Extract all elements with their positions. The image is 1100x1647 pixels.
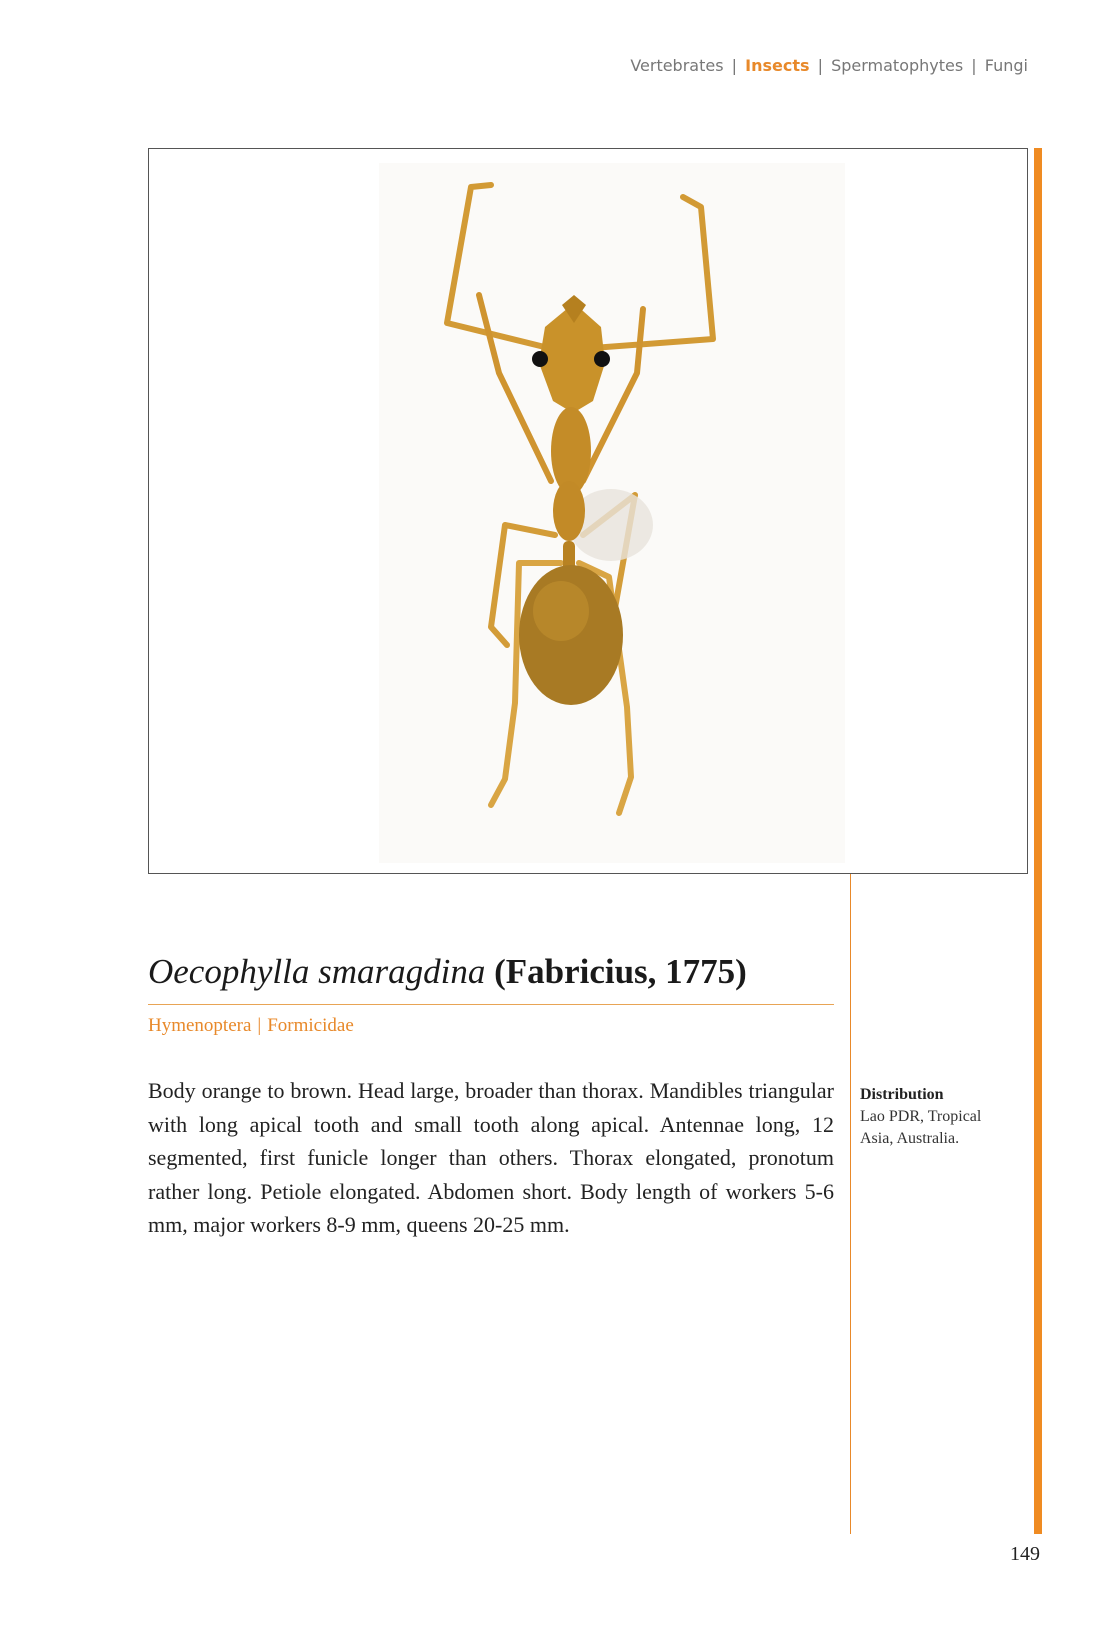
nav-separator: |: [817, 56, 823, 75]
taxonomy-line: [148, 1015, 354, 1037]
ant-eye-left: [532, 351, 548, 367]
distribution-heading: Distribution: [860, 1086, 944, 1103]
taxon-family: Formicidae: [267, 1015, 354, 1036]
ant-eye-right: [594, 351, 610, 367]
accent-side-bar: [1034, 148, 1042, 1534]
nav-item-fungi: Fungi: [984, 56, 1028, 75]
page-number: 149: [1010, 1543, 1040, 1565]
nav-item-insects: Insects: [745, 56, 810, 75]
nav-item-spermatophytes: Spermatophytes: [831, 56, 964, 75]
title-underline: [148, 1004, 834, 1005]
nav-separator: |: [731, 56, 738, 75]
nav-item-vertebrates: Vertebrates: [630, 56, 724, 75]
column-divider: [850, 874, 851, 1534]
distribution-text: Lao PDR, Tropical Asia, Australia.: [860, 1108, 982, 1147]
species-title: [148, 952, 838, 992]
ant-specimen-image: [379, 163, 845, 863]
distribution-box: [860, 1084, 1010, 1150]
specimen-photo-frame: [148, 148, 1028, 874]
species-author: (Fabricius, 1775): [494, 952, 747, 991]
taxon-separator: |: [257, 1015, 262, 1036]
nav-separator: |: [971, 56, 977, 75]
taxon-order: Hymenoptera: [148, 1015, 252, 1036]
species-description: Body orange to brown. Head large, broader than thorax. Mandibles triangular with long apical tooth and small tooth along apical. Antennae long, 12 segmented, first funicle longer than others. Thorax elongated, pronotum rather long. Petiole elongated. Abdomen short. Body length of workers 5-6 mm, major workers 8-9 mm, queens 20-25 mm.: [148, 1078, 834, 1237]
ant-mesonotum: [553, 481, 585, 541]
section-nav: [630, 56, 1028, 75]
ant-abdomen-highlight: [533, 581, 589, 641]
ant-front-leg-left: [479, 295, 551, 481]
species-name: Oecophylla smaragdina: [148, 952, 486, 991]
